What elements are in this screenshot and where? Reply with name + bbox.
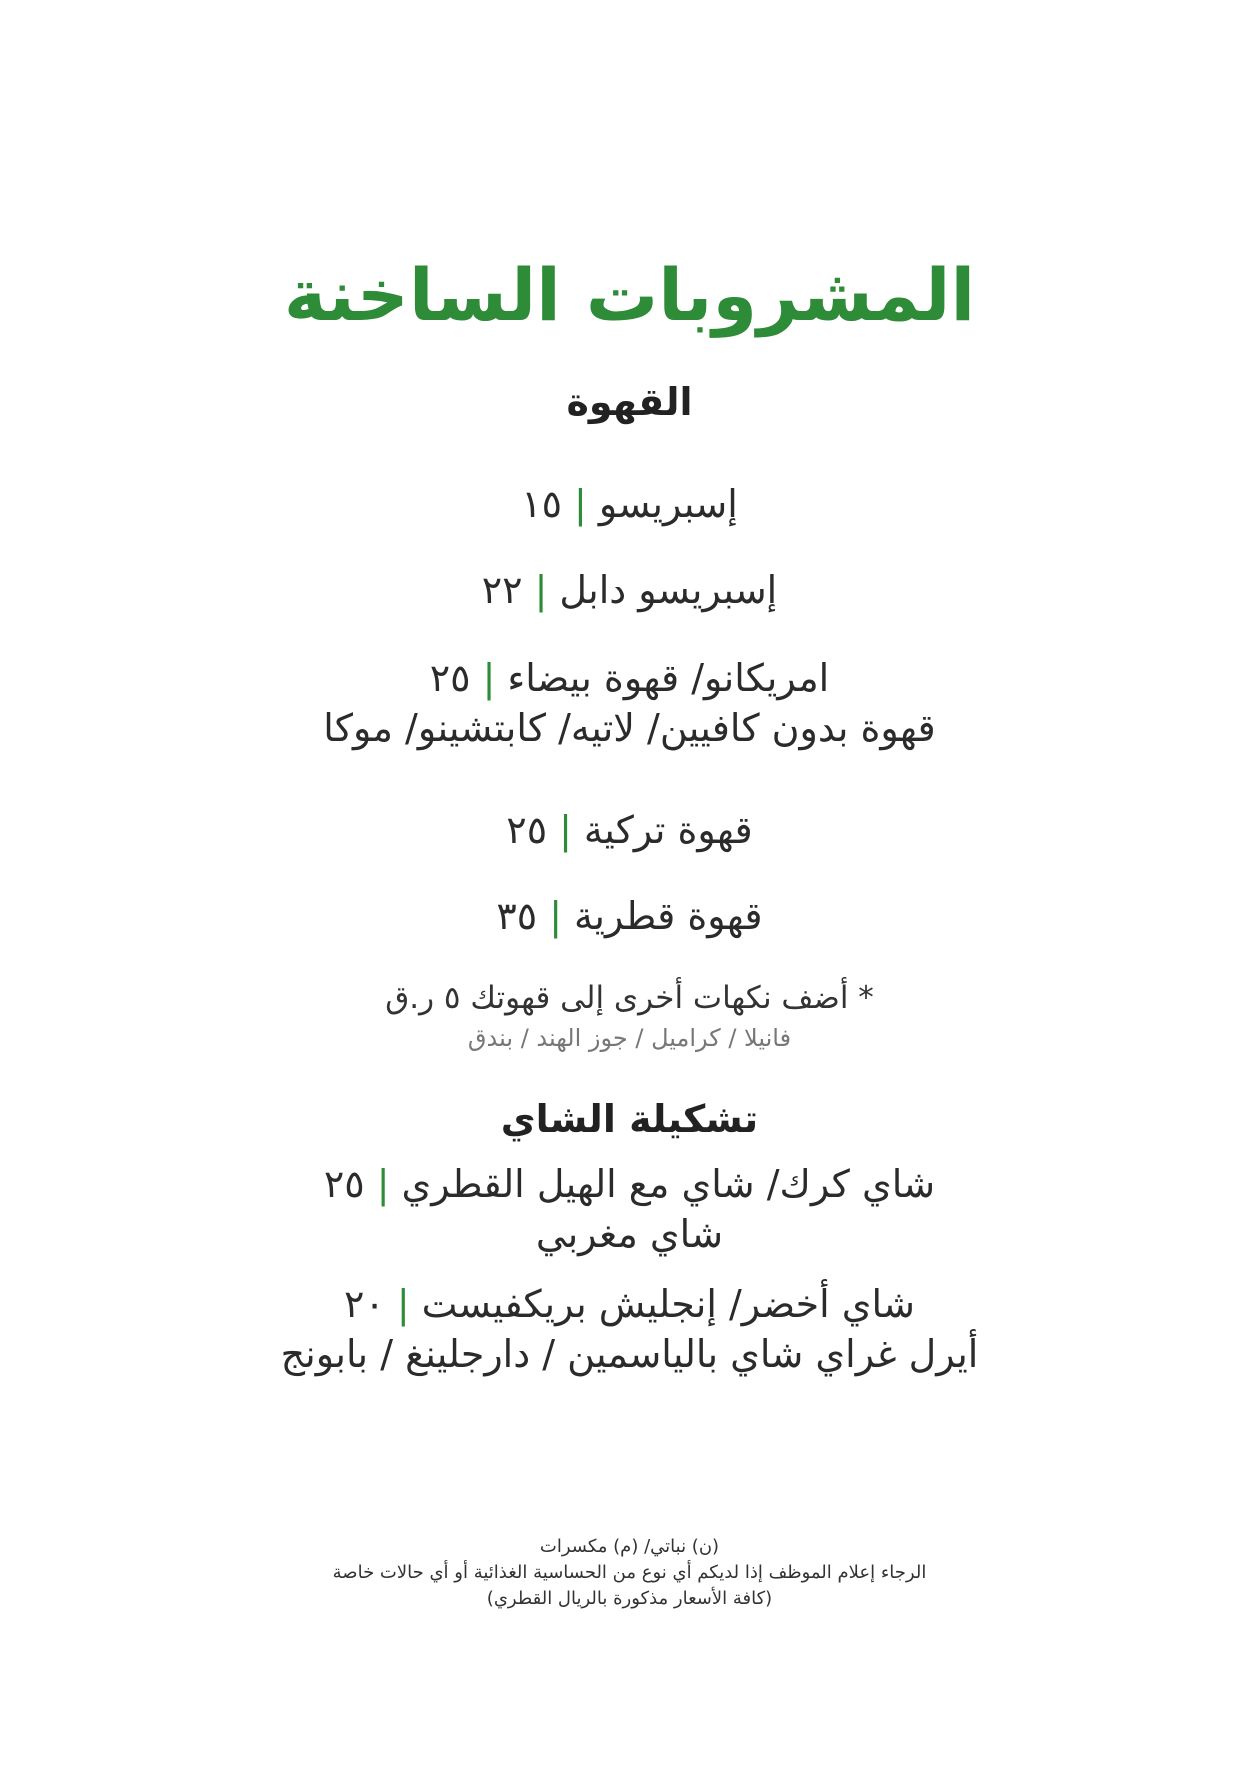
tea-heading: تشكيلة الشاي	[500, 1097, 759, 1141]
item-name: قهوة قطرية	[574, 894, 763, 938]
menu-item-karak-tea	[0, 1158, 1259, 1210]
menu-item-espresso	[0, 478, 1259, 530]
menu-item-green-tea-extra: أيرل غراي شاي بالياسمين / دارجلينغ / بابونج	[280, 1332, 979, 1376]
coffee-heading: القهوة	[566, 380, 693, 424]
flavor-list: فانيلا / كراميل / جوز الهند / بندق	[467, 1024, 792, 1052]
footer-currency-note: (كافة الأسعار مذكورة بالريال القطري)	[486, 1588, 773, 1609]
item-name: إسبريسو دابل	[559, 568, 778, 612]
menu-item-double-espresso	[0, 564, 1259, 616]
item-name: قهوة تركية	[583, 808, 753, 852]
price-separator: |	[574, 482, 587, 526]
price-separator: |	[376, 1162, 390, 1206]
item-price: ٢٢	[481, 568, 523, 612]
menu-item-green-tea	[0, 1278, 1259, 1330]
footer-allergy-note: الرجاء إعلام الموظف إذا لديكم أي نوع من الحساسية الغذائية أو أي حالات خاصة	[332, 1562, 927, 1583]
menu-item-americano-extra: قهوة بدون كافيين/ لاتيه/ كابتشينو/ موكا	[323, 706, 936, 750]
flavor-note: * أضف نكهات أخرى إلى قهوتك ٥ ر.ق	[385, 980, 874, 1016]
menu-item-karak-tea-extra: شاي مغربي	[535, 1212, 724, 1256]
item-name: امريكانو/ قهوة بيضاء	[507, 656, 830, 700]
item-price: ٢٥	[506, 808, 548, 852]
price-separator: |	[534, 568, 548, 612]
item-price: ٢٠	[344, 1282, 385, 1326]
item-name: شاي أخضر/ إنجليش بريكفيست	[421, 1282, 915, 1326]
price-separator: |	[549, 894, 563, 938]
footer-legend: (ن) نباتي/ (م) مكسرات	[539, 1536, 720, 1557]
item-price: ١٥	[521, 482, 563, 526]
price-separator: |	[559, 808, 572, 852]
menu-item-turkish-coffee	[0, 804, 1259, 856]
page-title: المشروبات الساخنة	[283, 253, 976, 337]
menu-item-qatari-coffee	[0, 890, 1259, 942]
menu-item-americano	[0, 652, 1259, 704]
item-name: شاي كرك/ شاي مع الهيل القطري	[401, 1162, 936, 1206]
price-separator: |	[396, 1282, 410, 1326]
item-price: ٣٥	[496, 894, 538, 938]
item-name: إسبريسو	[598, 482, 738, 526]
price-separator: |	[482, 656, 496, 700]
item-price: ٢٥	[323, 1162, 365, 1206]
item-price: ٢٥	[429, 656, 471, 700]
